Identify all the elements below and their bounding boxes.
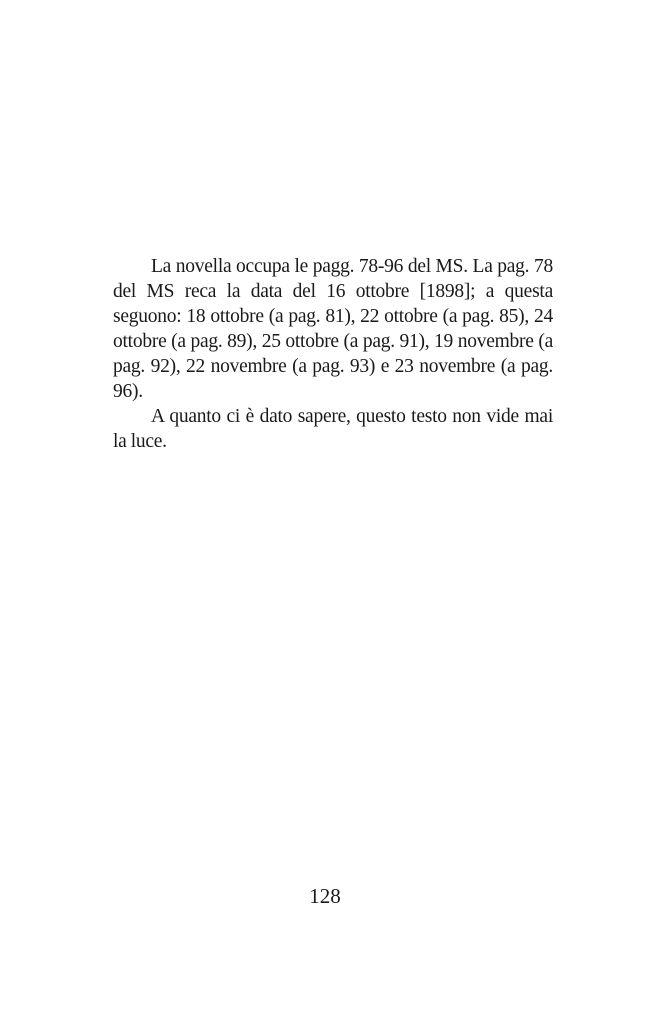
page-number: 128	[309, 884, 341, 908]
note-paragraph-publication-status: A quanto ci è dato sapere, questo testo non vide mai la luce.	[113, 406, 553, 452]
editorial-note	[113, 254, 553, 454]
note-paragraph-manuscript-dates: La novella occupa le pagg. 78-96 del MS. La pag. 78 del MS reca la data del 16 ottobre [1898]; a questa seguono: 18 ottobre (a pag. 81), 22 ottobre (a pag. 85), 24 ottobre (a pag. 89), 25 ottobre (a pag. 91), 19 novembre (a pag. 92), 22 novembre (a pag. 93) e 23 novembre (a pag. 96).	[113, 256, 553, 402]
